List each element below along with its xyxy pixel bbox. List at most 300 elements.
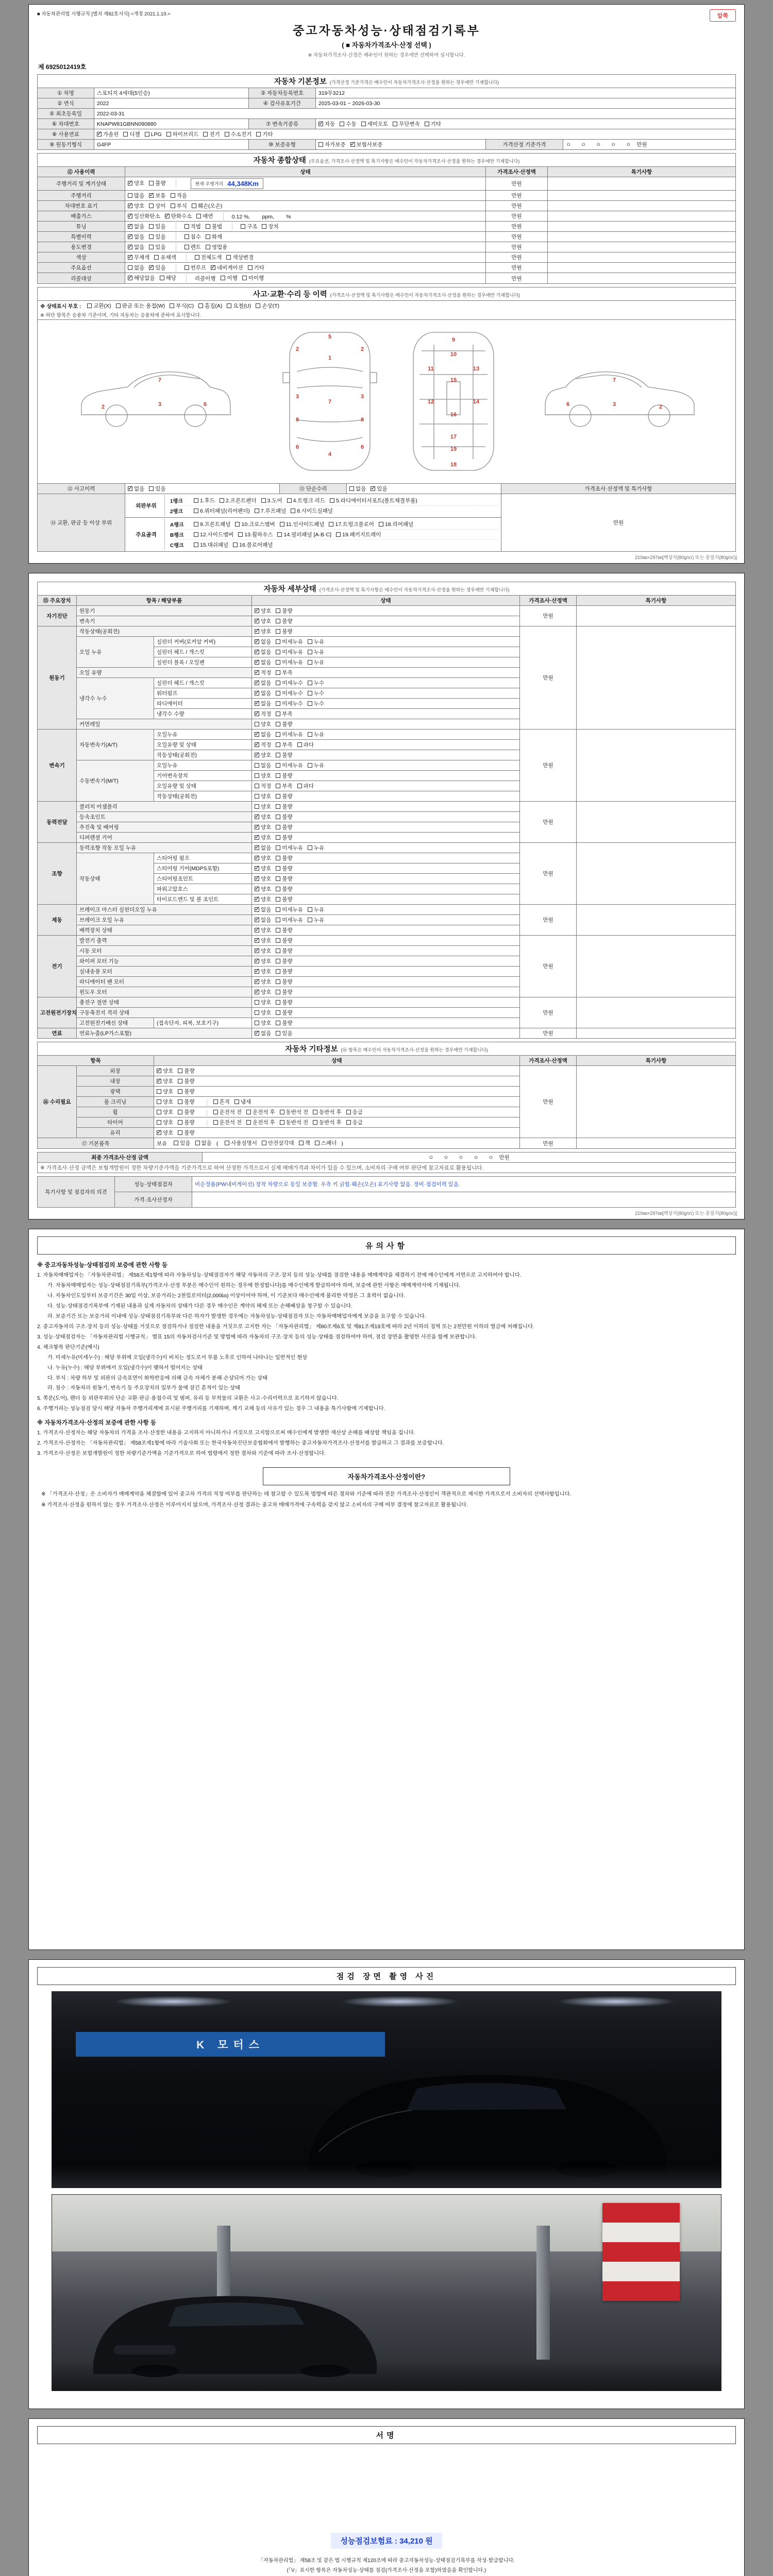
checkbox-checked[interactable] [255,691,259,696]
checkbox-checked[interactable] [255,639,259,644]
option[interactable] [255,823,271,831]
checkbox[interactable] [276,691,280,696]
checkbox[interactable] [198,303,203,308]
checkbox-checked[interactable] [255,619,259,623]
option[interactable] [308,648,324,656]
option[interactable] [276,607,292,615]
option[interactable] [255,648,271,656]
option[interactable] [157,1108,173,1116]
option[interactable] [128,485,144,493]
option[interactable] [315,1139,337,1147]
checkbox[interactable] [178,1079,182,1083]
checkbox-checked[interactable] [255,825,259,829]
checkbox[interactable] [308,732,312,737]
legend-code[interactable] [87,302,111,310]
option[interactable] [361,120,389,128]
option[interactable] [276,998,292,1006]
checkbox[interactable] [213,1099,218,1104]
checkbox[interactable] [308,918,312,922]
checkbox[interactable] [276,969,280,974]
part-option[interactable] [235,520,275,528]
option[interactable] [255,937,271,944]
option[interactable] [276,689,303,697]
checkbox-checked[interactable] [255,835,259,840]
checkbox-checked[interactable] [318,122,323,126]
checkbox[interactable] [178,1130,182,1135]
checkbox[interactable] [276,732,280,737]
checkbox[interactable] [255,763,259,768]
checkbox[interactable] [308,681,312,685]
option[interactable] [276,628,292,635]
option[interactable] [211,264,243,272]
option[interactable] [255,1019,271,1027]
option[interactable] [308,761,324,769]
option[interactable] [255,617,271,625]
checkbox-checked[interactable] [255,742,259,747]
checkbox-checked[interactable] [128,486,132,491]
option[interactable] [371,485,387,493]
checkbox-checked[interactable] [255,907,259,912]
option[interactable] [276,720,292,728]
checkbox[interactable] [262,1141,266,1145]
option[interactable] [184,233,201,241]
option[interactable] [255,988,271,996]
option[interactable] [128,243,144,251]
checkbox[interactable] [276,815,280,819]
checkbox-checked[interactable] [255,979,259,984]
checkbox[interactable] [313,1110,317,1114]
checkbox[interactable] [241,224,245,229]
option[interactable] [184,243,201,251]
option[interactable] [225,1139,257,1147]
option[interactable] [255,669,271,676]
checkbox[interactable] [276,835,280,840]
checkbox[interactable] [261,498,266,503]
checkbox[interactable] [256,303,260,308]
checkbox[interactable] [276,918,280,922]
checkbox[interactable] [315,1141,320,1145]
checkbox[interactable] [149,234,154,239]
checkbox[interactable] [178,1089,182,1094]
option[interactable] [276,731,303,738]
option[interactable] [276,1019,292,1027]
checkbox-checked[interactable] [255,701,259,706]
checkbox-checked[interactable] [128,245,132,249]
part-option[interactable] [194,541,228,549]
option[interactable] [178,1077,194,1085]
checkbox[interactable] [276,804,280,809]
option[interactable] [393,120,420,128]
checkbox[interactable] [157,1099,161,1104]
checkbox-checked[interactable] [255,897,259,902]
option[interactable] [226,253,254,261]
checkbox[interactable] [276,845,280,850]
part-option[interactable] [330,497,417,504]
option[interactable] [246,1108,275,1116]
option[interactable] [276,957,292,965]
option[interactable] [255,998,271,1006]
option[interactable] [255,834,271,841]
checkbox-checked[interactable] [350,142,355,147]
option[interactable] [308,689,324,697]
checkbox[interactable] [171,204,175,208]
option[interactable] [192,202,223,210]
checkbox[interactable] [154,255,159,260]
checkbox[interactable] [194,543,198,547]
option[interactable] [157,1098,173,1106]
option[interactable] [308,700,324,707]
option[interactable] [206,243,227,251]
checkbox-checked[interactable] [255,990,259,994]
checkbox[interactable] [276,742,280,747]
checkbox[interactable] [276,959,280,963]
option[interactable] [157,1077,173,1085]
option[interactable] [157,1067,173,1075]
checkbox[interactable] [128,265,132,270]
option[interactable] [297,782,314,790]
option[interactable] [255,720,271,728]
option[interactable] [276,834,292,841]
option[interactable] [276,1029,292,1037]
checkbox[interactable] [318,142,323,147]
checkbox[interactable] [336,532,341,537]
checkbox[interactable] [313,1120,317,1125]
option[interactable] [299,1139,310,1147]
checkbox[interactable] [206,224,210,229]
checkbox[interactable] [220,498,224,503]
checkbox-checked[interactable] [255,948,259,953]
option[interactable] [178,1098,194,1106]
option[interactable] [149,202,165,210]
option[interactable] [276,885,292,893]
option[interactable] [276,761,303,769]
option[interactable] [308,906,324,913]
checkbox-checked[interactable] [255,815,259,819]
checkbox[interactable] [276,928,280,933]
part-option[interactable] [194,507,250,515]
option[interactable] [166,130,199,138]
option[interactable] [203,130,220,138]
checkbox[interactable] [184,234,189,239]
checkbox[interactable] [276,711,280,716]
checkbox[interactable] [277,532,282,537]
checkbox[interactable] [276,670,280,675]
option[interactable] [255,628,271,635]
checkbox-checked[interactable] [255,845,259,850]
option[interactable] [276,669,292,676]
option[interactable] [97,130,119,138]
checkbox[interactable] [157,1089,161,1094]
checkbox-checked[interactable] [128,181,132,185]
part-option[interactable] [280,520,325,528]
checkbox[interactable] [184,265,189,270]
option[interactable] [171,192,187,199]
option[interactable] [276,700,303,707]
option[interactable] [276,988,292,996]
legend-code[interactable] [227,302,251,310]
option[interactable] [255,731,271,738]
part-option[interactable] [194,520,230,528]
option[interactable] [276,813,292,821]
checkbox-checked[interactable] [255,670,259,675]
option[interactable] [318,120,335,128]
checkbox[interactable] [225,1141,229,1145]
option[interactable] [128,179,144,187]
option[interactable] [178,1088,194,1095]
option[interactable] [157,1088,173,1095]
checkbox[interactable] [242,276,247,280]
option[interactable] [234,1098,251,1106]
option[interactable] [255,947,271,955]
part-option[interactable] [291,507,333,515]
checkbox[interactable] [194,522,198,527]
option[interactable] [276,792,292,800]
option[interactable] [255,751,271,759]
checkbox[interactable] [255,773,259,778]
checkbox[interactable] [213,1120,218,1125]
checkbox[interactable] [157,1110,161,1114]
checkbox[interactable] [178,1120,182,1125]
option[interactable] [276,916,303,924]
checkbox[interactable] [194,498,198,503]
checkbox-checked[interactable] [255,887,259,891]
option[interactable] [149,223,165,230]
part-option[interactable] [220,497,256,504]
option[interactable] [149,233,165,241]
option[interactable] [255,761,271,769]
option[interactable] [276,937,292,944]
checkbox[interactable] [276,825,280,829]
checkbox[interactable] [184,245,189,249]
checkbox-checked[interactable] [255,681,259,685]
checkbox[interactable] [276,639,280,644]
option[interactable] [255,865,271,872]
checkbox-checked[interactable] [255,732,259,737]
checkbox[interactable] [255,784,259,788]
option[interactable] [255,658,271,666]
option[interactable] [213,1118,242,1126]
option[interactable] [255,875,271,883]
option[interactable] [276,782,292,790]
checkbox[interactable] [276,856,280,860]
checkbox[interactable] [145,132,149,137]
checkbox[interactable] [192,204,196,208]
checkbox[interactable] [276,990,280,994]
checkbox[interactable] [276,619,280,623]
part-option[interactable] [194,497,215,504]
checkbox[interactable] [87,303,92,308]
checkbox-checked[interactable] [157,1069,161,1073]
part-option[interactable] [329,520,374,528]
checkbox-checked[interactable] [255,918,259,922]
part-option[interactable] [379,520,413,528]
option[interactable] [255,978,271,986]
option[interactable] [340,120,356,128]
checkbox-checked[interactable] [255,928,259,933]
option[interactable] [255,854,271,862]
checkbox[interactable] [299,1141,304,1145]
option[interactable] [255,906,271,913]
option[interactable] [255,968,271,975]
option[interactable] [255,710,271,718]
checkbox[interactable] [196,214,201,218]
checkbox[interactable] [116,303,121,308]
option[interactable] [213,1098,230,1106]
checkbox[interactable] [276,763,280,768]
option[interactable] [255,813,271,821]
checkbox[interactable] [276,660,280,665]
option[interactable] [280,1118,309,1126]
checkbox[interactable] [280,1120,284,1125]
checkbox-checked[interactable] [211,265,215,270]
checkbox[interactable] [308,907,312,912]
option[interactable] [184,264,206,272]
option[interactable] [221,274,237,282]
option[interactable] [145,131,162,138]
option[interactable] [297,741,314,749]
checkbox[interactable] [280,522,284,527]
option[interactable] [255,895,271,903]
checkbox[interactable] [329,522,333,527]
checkbox[interactable] [276,876,280,881]
part-option[interactable] [277,531,331,538]
option[interactable] [123,130,140,138]
option[interactable] [276,823,292,831]
checkbox[interactable] [291,509,295,513]
option[interactable] [276,772,292,779]
option[interactable] [276,906,303,913]
option[interactable] [308,731,324,738]
option[interactable] [262,223,278,230]
option[interactable] [276,751,292,759]
option[interactable] [276,947,292,955]
checkbox[interactable] [246,1120,251,1125]
option[interactable] [149,485,165,493]
checkbox[interactable] [123,132,128,137]
checkbox[interactable] [346,1120,351,1125]
option[interactable] [248,264,264,272]
checkbox-checked[interactable] [255,1031,259,1036]
checkbox[interactable] [276,1000,280,1005]
checkbox[interactable] [276,681,280,685]
checkbox-checked[interactable] [128,224,132,229]
legend-code[interactable] [256,302,279,310]
option[interactable] [308,658,324,666]
option[interactable] [255,926,271,934]
option[interactable] [174,1139,190,1147]
option[interactable] [178,1067,194,1075]
checkbox[interactable] [178,1110,182,1114]
option[interactable] [308,844,324,852]
checkbox[interactable] [308,660,312,665]
option[interactable] [241,223,257,230]
option[interactable] [128,212,160,220]
checkbox[interactable] [203,132,208,137]
checkbox[interactable] [330,498,334,503]
option[interactable] [346,1118,363,1126]
option[interactable] [276,895,292,903]
checkbox-checked[interactable] [165,214,170,218]
checkbox[interactable] [221,276,225,280]
option[interactable] [128,233,144,241]
checkbox[interactable] [340,122,344,126]
option[interactable] [308,916,324,924]
option[interactable] [255,782,271,790]
option[interactable] [276,1009,292,1016]
option[interactable] [157,1118,173,1126]
checkbox[interactable] [297,784,302,788]
option[interactable] [128,274,155,282]
checkbox[interactable] [308,845,312,850]
option[interactable] [171,202,187,210]
option[interactable] [128,264,144,272]
option[interactable] [256,130,273,138]
option[interactable] [255,607,271,615]
checkbox[interactable] [157,1120,161,1125]
option[interactable] [255,700,271,707]
checkbox[interactable] [128,193,132,198]
checkbox[interactable] [276,897,280,902]
option[interactable] [276,968,292,975]
option[interactable] [280,1108,309,1116]
checkbox[interactable] [346,1110,351,1114]
option[interactable] [242,274,264,282]
option[interactable] [255,916,271,924]
checkbox[interactable] [235,522,240,527]
checkbox-checked[interactable] [255,660,259,665]
legend-code[interactable] [116,302,165,310]
checkbox-checked[interactable] [255,969,259,974]
checkbox-checked[interactable] [255,753,259,757]
option[interactable] [128,192,144,199]
checkbox[interactable] [149,486,154,491]
option[interactable] [255,1009,271,1016]
checkbox[interactable] [276,701,280,706]
checkbox[interactable] [256,132,261,137]
checkbox[interactable] [149,204,154,208]
checkbox[interactable] [262,224,266,229]
option[interactable] [255,792,271,800]
option[interactable] [255,638,271,646]
checkbox[interactable] [234,1099,239,1104]
option[interactable] [255,689,271,697]
option[interactable] [149,264,165,272]
checkbox[interactable] [194,509,198,513]
option[interactable] [313,1118,342,1126]
option[interactable] [157,1129,173,1137]
checkbox-checked[interactable] [371,486,375,491]
checkbox-checked[interactable] [149,265,154,270]
checkbox-checked[interactable] [149,193,154,198]
checkbox[interactable] [425,122,429,126]
checkbox[interactable] [308,691,312,696]
checkbox[interactable] [174,1141,178,1145]
checkbox-checked[interactable] [97,132,102,137]
checkbox-checked[interactable] [255,856,259,860]
checkbox[interactable] [160,276,164,280]
checkbox[interactable] [276,1010,280,1015]
checkbox-checked[interactable] [128,234,132,239]
checkbox-checked[interactable] [255,876,259,881]
checkbox[interactable] [248,265,253,270]
option[interactable] [195,1139,212,1147]
checkbox[interactable] [276,608,280,613]
option[interactable] [225,130,252,138]
option[interactable] [276,679,303,687]
option[interactable] [196,212,213,220]
checkbox[interactable] [276,794,280,799]
checkbox[interactable] [276,1021,280,1025]
